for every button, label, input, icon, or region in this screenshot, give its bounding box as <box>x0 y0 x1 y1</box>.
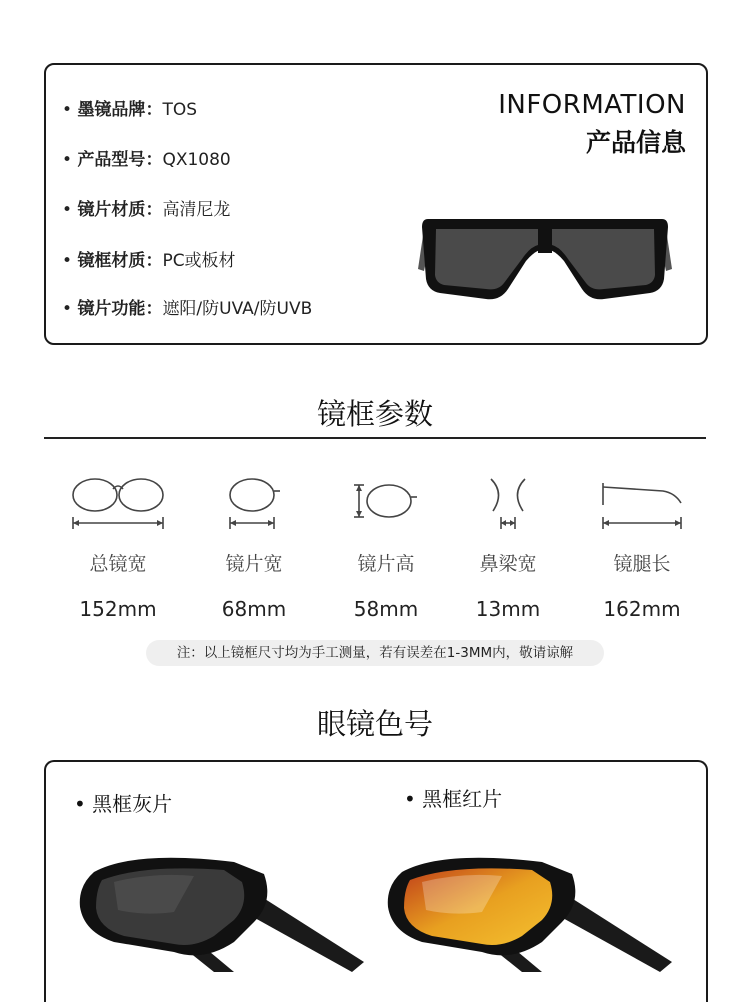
spec-model-value: QX1080 <box>162 150 231 170</box>
gray-lens-sunglasses-image[interactable] <box>74 852 374 972</box>
measurement-note: 注：以上镜框尺寸均为手工测量，若有误差在1-3MM内，敬请谅解 <box>146 640 604 666</box>
param-lens-width-value: 68mm <box>221 597 287 621</box>
spec-lens-function-key: 镜片功能 <box>77 299 146 319</box>
param-lens-height-value: 58mm <box>353 597 419 621</box>
spec-frame-material-key: 镜框材质 <box>77 251 146 271</box>
spec-brand: • 墨镜品牌：TOS <box>62 100 197 120</box>
sunglasses-product-image <box>414 209 676 313</box>
bridge-width-icon <box>483 475 533 535</box>
product-info-card <box>44 63 708 345</box>
spec-frame-material: • 镜框材质：PC或板材 <box>62 251 236 271</box>
param-temple-length <box>582 475 702 621</box>
temple-length-icon <box>597 475 687 535</box>
param-bridge-width <box>448 475 568 621</box>
param-lens-width <box>194 475 314 621</box>
spec-brand-value: TOS <box>162 100 197 120</box>
total-width-icon <box>68 475 168 535</box>
param-lens-width-label: 镜片宽 <box>225 553 283 575</box>
param-total-width-label: 总镜宽 <box>89 553 147 575</box>
spec-lens-function: • 镜片功能：遮阳/防UVA/防UVB <box>62 299 313 319</box>
color-options-card <box>44 760 708 1002</box>
lens-height-icon <box>351 475 421 535</box>
frame-params-title: 镜框参数 <box>316 397 433 431</box>
spec-model-key: 产品型号 <box>77 150 146 170</box>
param-temple-length-value: 162mm <box>603 597 681 621</box>
param-lens-height <box>326 475 446 621</box>
spec-lens-material: • 镜片材质：高清尼龙 <box>62 200 231 220</box>
param-bridge-width-value: 13mm <box>475 597 541 621</box>
spec-lens-function-value: 遮阳/防UVA/防UVB <box>162 299 313 319</box>
spec-lens-material-value: 高清尼龙 <box>162 200 231 220</box>
spec-brand-key: 墨镜品牌 <box>77 100 146 120</box>
colors-title: 眼镜色号 <box>316 707 433 741</box>
param-total-width-value: 152mm <box>79 597 157 621</box>
section-divider <box>44 437 706 439</box>
color-option-gray-text: 黑框灰片 <box>92 792 173 816</box>
spec-lens-material-key: 镜片材质 <box>77 200 146 220</box>
color-option-gray-label[interactable]: • 黑框灰片 <box>74 792 173 816</box>
color-option-red-label[interactable]: • 黑框红片 <box>404 787 503 811</box>
red-lens-sunglasses-image[interactable] <box>382 852 682 972</box>
param-total-width <box>58 475 178 621</box>
param-temple-length-label: 镜腿长 <box>613 553 671 575</box>
spec-model: • 产品型号：QX1080 <box>62 150 231 170</box>
info-title-cn: 产品信息 <box>585 128 686 157</box>
lens-width-icon <box>224 475 284 535</box>
param-bridge-width-label: 鼻梁宽 <box>479 553 537 575</box>
color-option-red-text: 黑框红片 <box>422 787 503 811</box>
info-title-en: INFORMATION <box>498 90 686 120</box>
spec-frame-material-value: PC或板材 <box>162 251 236 271</box>
param-lens-height-label: 镜片高 <box>357 553 415 575</box>
